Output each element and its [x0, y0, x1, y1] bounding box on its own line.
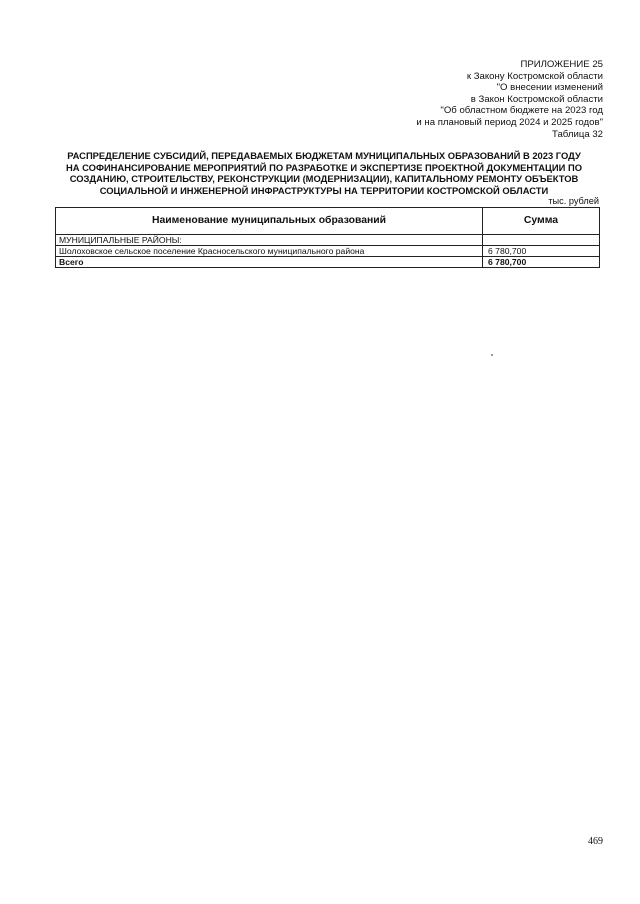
title-line: НА СОФИНАНСИРОВАНИЕ МЕРОПРИЯТИЙ ПО РАЗРАБОТКЕ И ЭКСПЕРТИЗЕ ПРОЕКТНОЙ ДОКУМЕНТАЦИИ ПО [65, 161, 583, 173]
total-amount: 6 780,700 [483, 257, 600, 268]
table-number: Таблица 32 [552, 128, 603, 140]
row-amount: 6 780,700 [483, 246, 600, 257]
total-name: Всего [56, 257, 483, 268]
appendix-line: ПРИЛОЖЕНИЕ 25 [520, 59, 603, 70]
appendix-line: в Закон Костромской области [470, 93, 603, 105]
scan-speck [491, 354, 493, 356]
row-name: МУНИЦИПАЛЬНЫЕ РАЙОНЫ: [56, 235, 483, 246]
title-line: СОЗДАНИЮ, СТРОИТЕЛЬСТВУ, РЕКОНСТРУКЦИИ (МОДЕРНИЗАЦИИ), КАПИТАЛЬНОМУ РЕМОНТУ ОБЪЕКТОВ [69, 173, 579, 185]
document-title [50, 150, 598, 196]
table-row [56, 246, 600, 257]
total-row [56, 257, 600, 268]
title-line: РАСПРЕДЕЛЕНИЕ СУБСИДИЙ, ПЕРЕДАВАЕМЫХ БЮДЖЕТАМ МУНИЦИПАЛЬНЫХ ОБРАЗОВАНИЙ В 2023 ГОДУ [67, 150, 581, 161]
page-number: 469 [588, 836, 603, 847]
table-row [56, 235, 600, 246]
header-amount: Сумма [483, 208, 600, 235]
row-name: Шолоховское сельское поселение Красносельского муниципального района [56, 246, 483, 257]
subsidy-table [55, 207, 600, 268]
title-line: СОЦИАЛЬНОЙ И ИНЖЕНЕРНОЙ ИНФРАСТРУКТУРЫ НА ТЕРРИТОРИИ КОСТРОМСКОЙ ОБЛАСТИ [99, 184, 549, 196]
appendix-line: и на плановый период 2024 и 2025 годов" [416, 116, 603, 128]
header-name: Наименование муниципальных образований [56, 208, 483, 235]
units-label: тыс. рублей [548, 196, 599, 206]
appendix-line: к Закону Костромской области [466, 70, 603, 82]
appendix-header [416, 59, 603, 140]
table-header-row [56, 208, 600, 235]
row-amount [483, 235, 600, 246]
appendix-line: "О внесении изменений [496, 82, 603, 94]
appendix-line: "Об областном бюджете на 2023 год [440, 105, 603, 117]
